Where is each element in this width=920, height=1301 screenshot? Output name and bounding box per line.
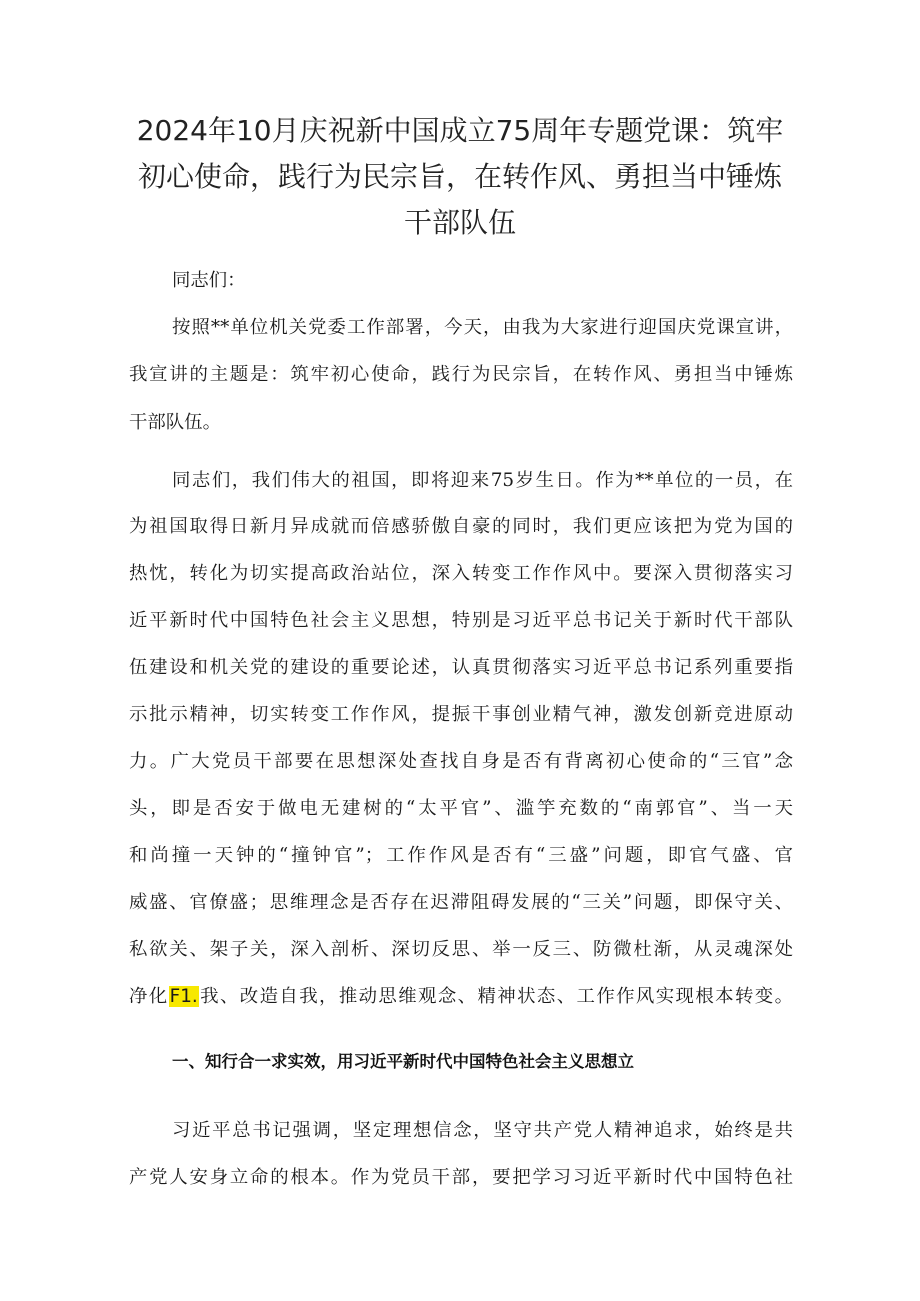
paragraph-2-line-10: 威盛、官僚盛；思维理念是否存在迟滞阻碍发展的“三关”问题，即保守关、 [129, 892, 793, 913]
paragraph-1-line-2: 我宣讲的主题是：筑牢初心使命，践行为民宗旨，在转作风、勇担当中锤炼 [129, 364, 793, 385]
section-heading-1: 一、知行合一求实效，用习近平新时代中国特色社会主义思想立 [172, 1052, 634, 1071]
salutation: 同志们： [172, 270, 246, 291]
paragraph-2-line-4: 近平新时代中国特色社会主义思想，特别是习近平总书记关于新时代干部队 [129, 610, 793, 631]
highlight-mark: F1. [169, 986, 198, 1007]
paragraph-2-line-12-before: 净化 [129, 986, 169, 1007]
title-line-1: 2024年10月庆祝新中国成立75周年专题党课：筑牢 [136, 114, 784, 147]
paragraph-1-line-1: 按照**单位机关党委工作部署，今天，由我为大家进行迎国庆党课宣讲， [172, 317, 793, 338]
paragraph-2-line-11: 私欲关、架子关，深入剖析、深切反思、举一反三、防微杜渐，从灵魂深处 [129, 939, 793, 960]
paragraph-3-line-1: 习近平总书记强调，坚定理想信念，坚守共产党人精神追求，始终是共 [172, 1120, 793, 1141]
paragraph-2-line-12 [129, 982, 793, 1012]
paragraph-2-line-5: 伍建设和机关党的建设的重要论述，认真贯彻落实习近平总书记系列重要指 [129, 657, 793, 678]
document-title [120, 108, 800, 246]
paragraph-2-line-1: 同志们，我们伟大的祖国，即将迎来75岁生日。作为**单位的一员，在 [172, 470, 793, 491]
paragraph-2-line-6: 示批示精神，切实转变工作作风，提振干事创业精气神，激发创新竞进原动 [129, 704, 793, 725]
paragraph-2-line-2: 为祖国取得日新月异成就而倍感骄傲自豪的同时，我们更应该把为党为国的 [129, 516, 793, 537]
paragraph-2-line-3: 热忱，转化为切实提高政治站位，深入转变工作作风中。要深入贯彻落实习 [129, 563, 793, 584]
paragraph-2-line-9: 和尚撞一天钟的“撞钟官”；工作作风是否有“三盛”问题，即官气盛、官 [129, 845, 793, 866]
paragraph-1-line-3: 干部队伍。 [129, 412, 221, 433]
title-line-3: 干部队伍 [403, 206, 516, 239]
title-line-2: 初心使命，践行为民宗旨，在转作风、勇担当中锤炼 [137, 160, 782, 193]
paragraph-2-line-8: 头，即是否安于做电无建树的“太平官”、滥竽充数的“南郭官”、当一天 [129, 798, 793, 819]
paragraph-2-line-12-after: 我、改造自我，推动思维观念、精神状态、工作作风实现根本转变。 [198, 986, 793, 1007]
paragraph-2-line-7: 力。广大党员干部要在思想深处查找自身是否有背离初心使命的“三官”念 [129, 751, 793, 772]
paragraph-3-line-2: 产党人安身立命的根本。作为党员干部，要把学习习近平新时代中国特色社 [129, 1167, 793, 1188]
